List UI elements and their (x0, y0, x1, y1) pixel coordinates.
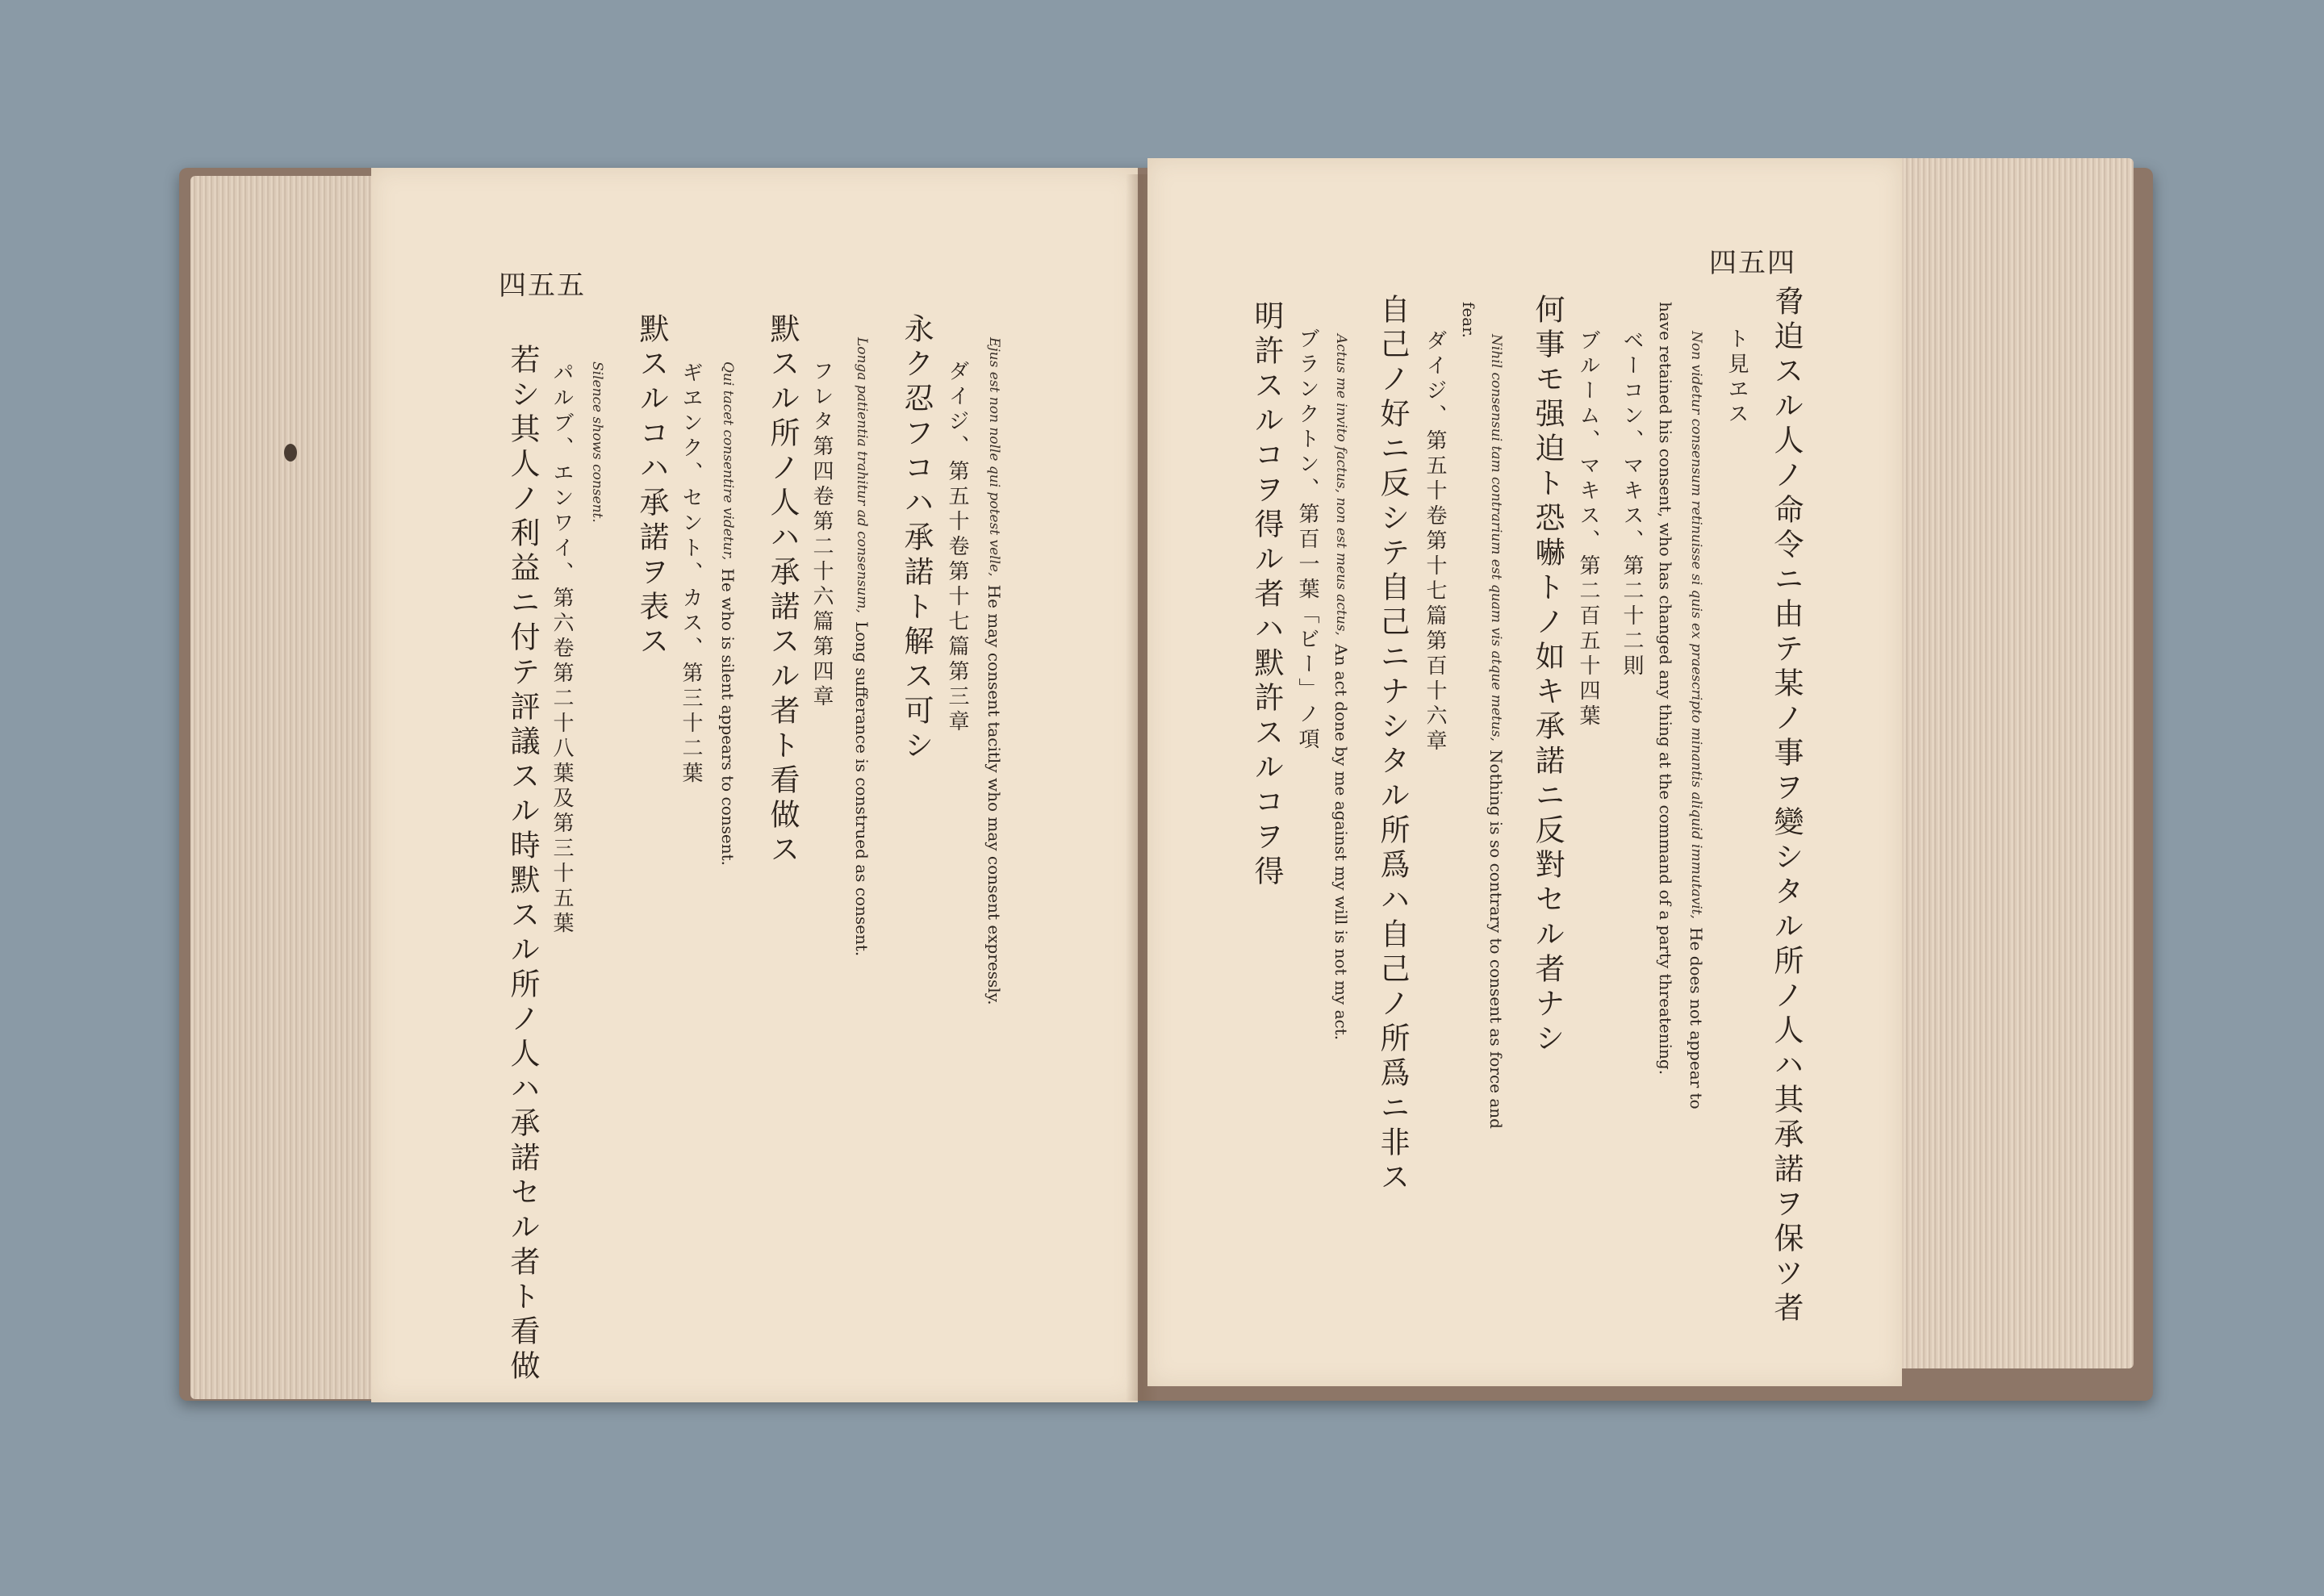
right-line-7: 何事モ强迫ト恐嚇トノ如キ承諾ニ反對セル者ナシ (1530, 294, 1565, 1057)
right-line-6: ブルーム、マキス、第二百五十四葉 (1576, 329, 1600, 729)
right-page-number: 四五四 (1709, 247, 1796, 279)
right-page (1147, 158, 1902, 1386)
left-page (371, 168, 1138, 1402)
right-line-14: 明許スルコヲ得ル者ハ默許スルコヲ得 (1249, 300, 1284, 890)
right-line-5: ベーコン、マキス、第二十二則 (1620, 329, 1644, 679)
left-line-12-latin: Ejus est non nolle qui potest velle, (986, 337, 1002, 577)
left-line-1: 若シ其人ノ利益ニ付テ評議スル時默スル所ノ人ハ承諾セル者ト看做 (505, 344, 540, 1385)
right-line-8 (1486, 334, 1506, 1562)
right-line-3-latin: Non videtur consensum retinuisse si quis ex praescripto minantis aliquid immutavit, (1688, 331, 1704, 919)
left-line-7: 默スル所ノ人ハ承諾スル者ト看做ス (765, 313, 800, 868)
right-line-8-latin: Nihil consensui tam contrarium est quam vis atque metus, (1488, 334, 1504, 742)
right-line-11: 自己ノ好ニ反シテ自己ニナシタル所爲ハ自己ノ所爲ニ非ス (1375, 294, 1410, 1196)
left-line-3: Silence shows consent. (589, 361, 605, 523)
left-line-8: フレタ第四卷第二十六篇第四章 (809, 360, 834, 710)
right-line-2: ト見ヱス (1724, 328, 1749, 428)
left-line-11: ダイジ、第五十卷第十七篇第三章 (945, 360, 969, 735)
left-line-2: パルブ、エンワイ、第六卷第二十八葉及第三十五葉 (550, 361, 574, 937)
left-line-6 (718, 361, 738, 1596)
binding-hole (284, 444, 297, 462)
right-line-12-english: An act done by me against my will is not my act. (1331, 644, 1351, 1041)
right-page-edges (1880, 158, 2134, 1368)
right-line-8-english: Nothing is so contrary to consent as force and (1486, 750, 1506, 1129)
right-line-12 (1331, 334, 1351, 1562)
left-line-9 (852, 337, 872, 1572)
left-line-4: 默スルコハ承諾ヲ表ス (634, 313, 669, 660)
left-line-9-english: Long sufferance is construed as consent. (852, 621, 872, 957)
left-line-12-english: He may consent tacitly who may consent expressly. (984, 584, 1004, 1005)
left-line-5: ギヱンク、セント、カス、第三十二葉 (679, 361, 703, 787)
right-line-3 (1687, 331, 1706, 1559)
left-page-number: 四五五 (499, 269, 586, 302)
right-line-3-english: He does not appear to (1687, 927, 1706, 1109)
right-line-9: fear. (1459, 302, 1478, 338)
right-line-4: have retained his consent, who has changed any thing at the command of a party threatening. (1656, 302, 1675, 1076)
left-line-6-latin: Qui tacet consentire videtur, (720, 361, 736, 561)
right-line-10: ダイジ、第五十卷第十七篇第百十六章 (1423, 329, 1447, 754)
left-line-10: 永ク忍フコハ承諾ト解ス可シ (899, 313, 934, 764)
left-line-9-latin: Longa patientia trahitur ad consensum, (854, 337, 870, 613)
left-line-12 (984, 337, 1004, 1572)
left-line-6-english: He who is silent appears to consent. (718, 568, 738, 867)
right-line-13: ブランクトン、第百一葉「ビー」ノ項 (1295, 328, 1319, 753)
right-line-12-latin: Actus me invito factus, non est meus actus, (1333, 334, 1349, 636)
left-page-edges (190, 176, 402, 1399)
right-line-1: 脅迫スル人ノ命令ニ由テ某ノ事ヲ變シタル所ノ人ハ其承諾ヲ保ツ者 (1769, 286, 1804, 1327)
